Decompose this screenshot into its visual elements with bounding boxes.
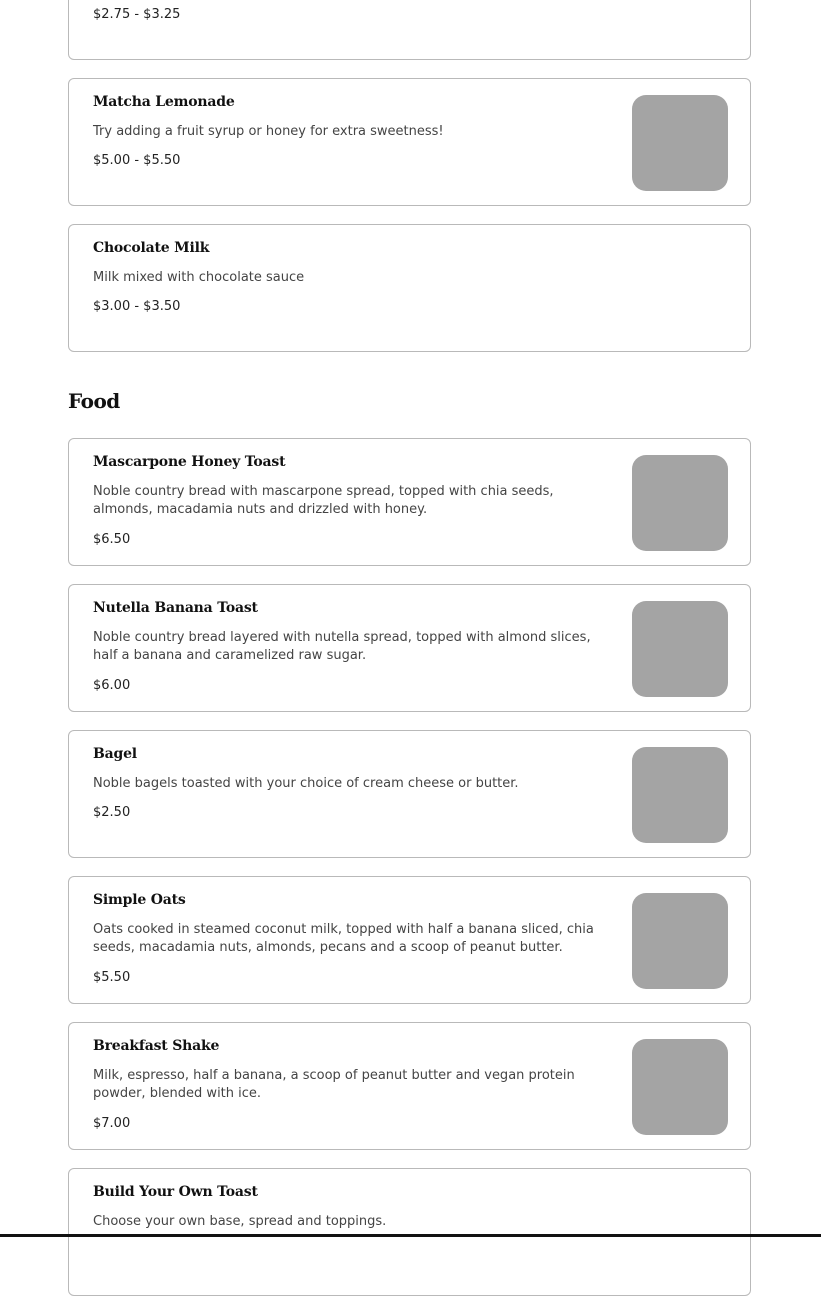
item-image-placeholder bbox=[632, 1039, 728, 1135]
menu-item-card[interactable] bbox=[68, 78, 751, 206]
item-name: Nutella Banana Toast bbox=[93, 600, 258, 616]
item-description: Noble bagels toasted with your choice of cream cheese or butter. bbox=[93, 776, 519, 791]
menu-item-card[interactable] bbox=[68, 584, 751, 712]
item-name: Chocolate Milk bbox=[93, 240, 210, 256]
item-description: Choose your own base, spread and toppings. bbox=[93, 1214, 387, 1229]
item-price: $3.00 - $3.50 bbox=[93, 299, 181, 314]
item-image-placeholder bbox=[632, 95, 728, 191]
item-description: Milk mixed with chocolate sauce bbox=[93, 270, 305, 285]
item-name: Build Your Own Toast bbox=[93, 1184, 258, 1200]
item-price: $7.00 bbox=[93, 1116, 131, 1131]
item-description: Milk, espresso, half a banana, a scoop of peanut butter and vegan protein powder, blended with ice. bbox=[93, 1068, 575, 1101]
item-price: $6.00 bbox=[93, 678, 131, 693]
menu-item-card[interactable] bbox=[68, 730, 751, 858]
item-image-placeholder bbox=[632, 747, 728, 843]
item-price: $5.00 - $5.50 bbox=[93, 153, 181, 168]
item-price: $6.50 bbox=[93, 532, 131, 547]
item-image-placeholder bbox=[632, 893, 728, 989]
item-price: $5.50 bbox=[93, 970, 131, 985]
item-image-placeholder bbox=[632, 601, 728, 697]
item-name: Bagel bbox=[93, 746, 137, 762]
item-name: Mascarpone Honey Toast bbox=[93, 454, 286, 470]
menu-item-card[interactable] bbox=[68, 224, 751, 352]
menu-item-card[interactable] bbox=[68, 876, 751, 1004]
item-price: $2.50 bbox=[93, 805, 131, 820]
menu-item-card[interactable] bbox=[68, 438, 751, 566]
item-description: Oats cooked in steamed coconut milk, topped with half a banana sliced, chia seeds, macadamia nuts, almonds, pecans and a scoop of peanut butter. bbox=[93, 922, 594, 955]
item-description: Try adding a fruit syrup or honey for extra sweetness! bbox=[93, 124, 444, 139]
item-name: Matcha Lemonade bbox=[93, 94, 235, 110]
item-name: Breakfast Shake bbox=[93, 1038, 220, 1054]
item-description: Noble country bread layered with nutella spread, topped with almond slices, half a banana and caramelized raw sugar. bbox=[93, 630, 591, 663]
item-name: Simple Oats bbox=[93, 892, 186, 908]
menu-item-card[interactable] bbox=[68, 1022, 751, 1150]
item-image-placeholder bbox=[632, 455, 728, 551]
menu-item-card[interactable] bbox=[68, 0, 751, 60]
item-description: Noble country bread with mascarpone spread, topped with chia seeds, almonds, macadamia nuts and drizzled with honey. bbox=[93, 484, 554, 517]
section-title-food: Food bbox=[68, 389, 120, 413]
item-price: $2.75 - $3.25 bbox=[93, 7, 181, 22]
menu-item-card[interactable] bbox=[68, 1168, 751, 1296]
